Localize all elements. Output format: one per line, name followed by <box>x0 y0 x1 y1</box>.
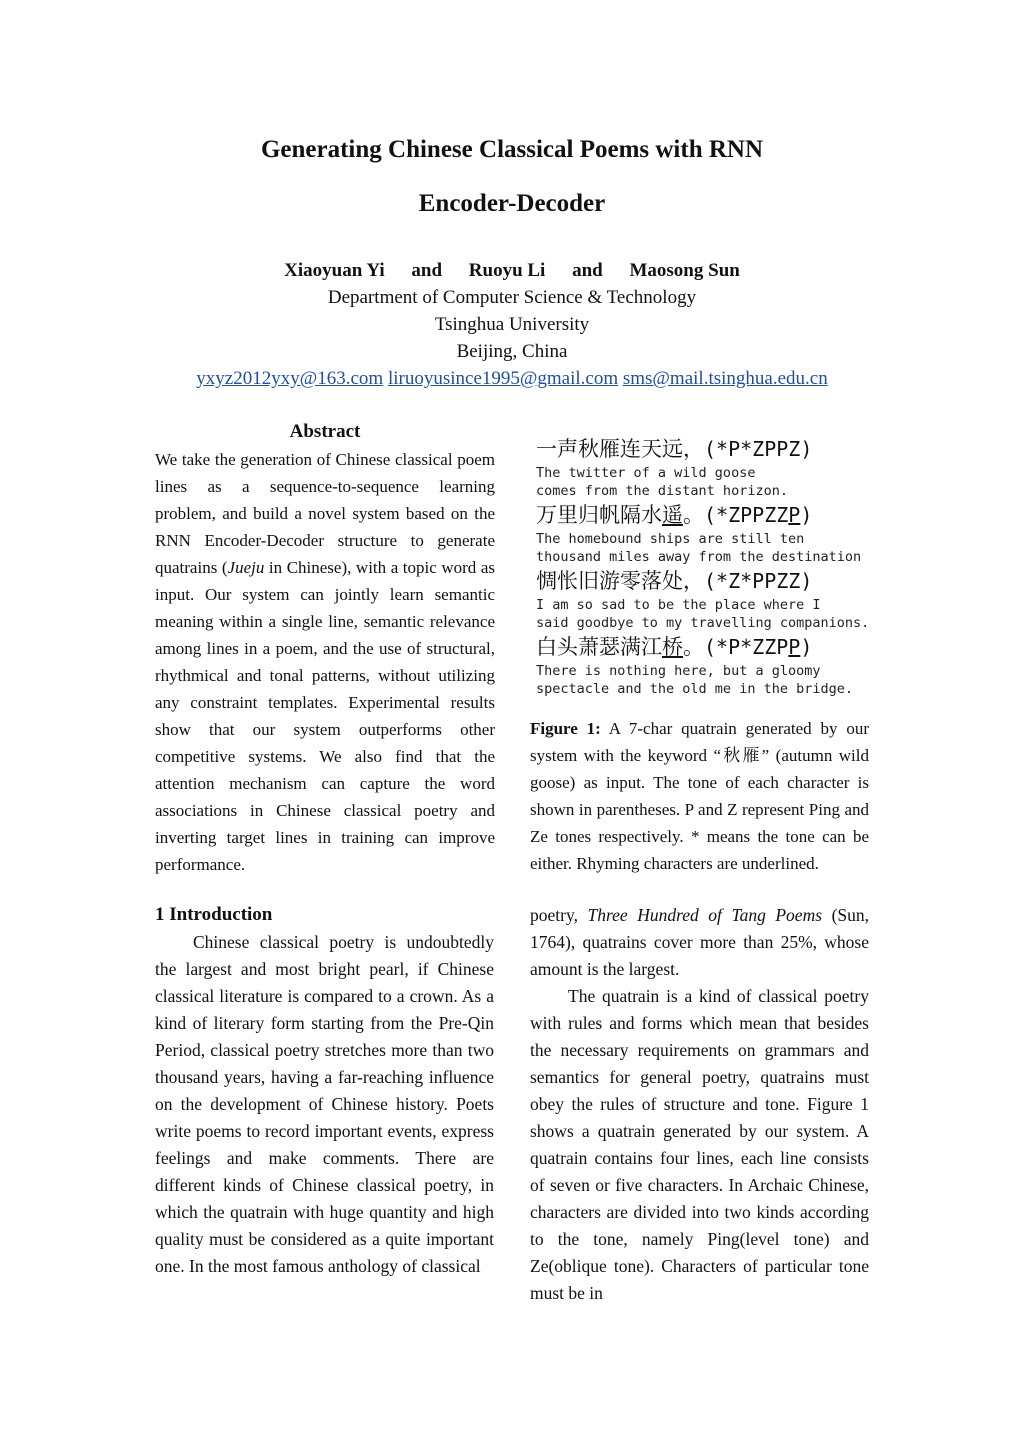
paper-title-line2: Encoder-Decoder <box>418 190 606 217</box>
affiliation-location: Beijing, China <box>456 341 568 362</box>
figure-1-poem <box>536 434 876 698</box>
poem-tone: (*Z*PPZZ) <box>704 569 813 593</box>
poem-translation: spectacle and the old me in the bridge. <box>536 681 853 697</box>
poem-line-1 <box>536 434 876 500</box>
introduction-right-column <box>530 902 869 1307</box>
poem-translation: said goodbye to my travelling companions. <box>536 615 870 631</box>
author-1: Xiaoyuan Yi <box>284 260 385 281</box>
poem-translation: I am so sad to be the place where I <box>536 597 821 613</box>
email-link-1[interactable]: yxyz2012yxy@163.com <box>196 368 384 389</box>
poem-rhyme-char: 遥 <box>662 503 683 527</box>
abstract-text-1: We take the generation of Chinese classical poem lines as a sequence-to-sequence learning problem, and build a novel system based on the RNN Encoder-Decoder structure to generate quatrains ( <box>155 450 495 577</box>
poem-translation: There is nothing here, but a gloomy <box>536 663 821 679</box>
author-separator: and <box>572 260 603 281</box>
poem-translation: comes from the distant horizon. <box>536 483 788 499</box>
poem-cn-text: 一声秋雁连天远， <box>536 437 704 461</box>
author-separator: and <box>411 260 443 281</box>
affiliation-university: Tsinghua University <box>434 314 590 335</box>
abstract-jueju-term: Jueju <box>227 558 265 577</box>
abstract-body <box>155 446 495 878</box>
author-list <box>0 260 1024 282</box>
introduction-left-column: Chinese classical poetry is undoubtedly the largest and most bright pearl, if Chinese classical literature is compared to a crown. As a kind of literary form starting from the Pre-Qin Period, classical poetry stretches more than two thousand years, having a far-reaching influence on the development of Chinese history. Poets write poems to record important events, express feelings and make comments. There are different kinds of Chinese classical poetry, in which the quatrain with huge quantity and high quality must be considered as a quite important one. In the most famous anthology of classical <box>155 932 494 1276</box>
poem-cn-text: 万里归帆隔水 <box>536 503 662 527</box>
caption-label: Figure 1: <box>530 719 601 738</box>
author-2: Ruoyu Li <box>468 260 546 281</box>
anthology-title: Three Hundred of Tang Poems <box>587 905 823 925</box>
abstract-heading: Abstract <box>289 421 361 442</box>
poem-line-3 <box>536 566 876 632</box>
paper-title-line1: Generating Chinese Classical Poems with RNN <box>260 136 764 163</box>
author-3: Maosong Sun <box>629 260 740 281</box>
poem-cn-text: 白头萧瑟满江 <box>536 635 662 659</box>
intro-right-paragraph-2: The quatrain is a kind of classical poetry with rules and forms which mean that besides the necessary requirements on grammars and semantics for general poetry, quatrains must obey the rules of structure and tone. Figure 1 shows a quatrain generated by our system. A quatrain contains four lines, each line consists of seven or five characters. In Archaic Chinese, characters are divided into two kinds according to the tone, namely Ping(level tone) and Ze(oblique tone). Characters of particular tone must be in <box>530 986 869 1303</box>
poem-line-4 <box>536 632 876 698</box>
poem-rhyme-char: 桥 <box>662 635 683 659</box>
section-heading-introduction: 1 Introduction <box>155 904 273 925</box>
figure-1-caption <box>530 715 869 877</box>
abstract-text-2: in Chinese), with a topic word as input. Our system can jointly learn semantic meaning within a single line, semantic relevance among lines in a poem, and the use of structural, rhythmical and tonal patterns, without utilizing any constraint templates. Experimental results show that our system outperforms other competitive systems. We also find that the attention mechanism can capture the word associations in Chinese classical poetry and inverting target lines in training can improve performance. <box>155 558 495 874</box>
affiliation-department: Department of Computer Science & Technology <box>327 287 697 308</box>
poem-cn-punct: 。 <box>683 635 704 659</box>
poem-line-2 <box>536 500 876 566</box>
poem-translation: thousand miles away from the destination <box>536 549 862 565</box>
intro-right-paragraph-1: poetry, Three Hundred of Tang Poems (Sun, 1764), quatrains cover more than 25%, whose amount is the largest. <box>530 905 870 979</box>
poem-tone: (*P*ZZPP) <box>704 635 813 659</box>
poem-tone: (*P*ZPPZ) <box>704 437 813 461</box>
email-link-3[interactable]: sms@mail.tsinghua.edu.cn <box>622 368 828 389</box>
poem-translation: The twitter of a wild goose <box>536 465 756 481</box>
caption-text: A 7-char quatrain generated by our system with the keyword “秋雁” (autumn wild goose) as input. The tone of each character is shown in parentheses. P and Z represent Ping and Ze tones respectively. * means the tone can be either. Rhyming characters are underlined. <box>530 719 869 873</box>
poem-tone: (*ZPPZZP) <box>704 503 813 527</box>
poem-cn-text: 惆怅旧游零落处， <box>536 569 704 593</box>
author-emails <box>0 368 1024 390</box>
poem-translation: The homebound ships are still ten <box>536 531 805 547</box>
poem-cn-punct: 。 <box>683 503 704 527</box>
email-link-2[interactable]: liruoyusince1995@gmail.com <box>387 368 619 389</box>
